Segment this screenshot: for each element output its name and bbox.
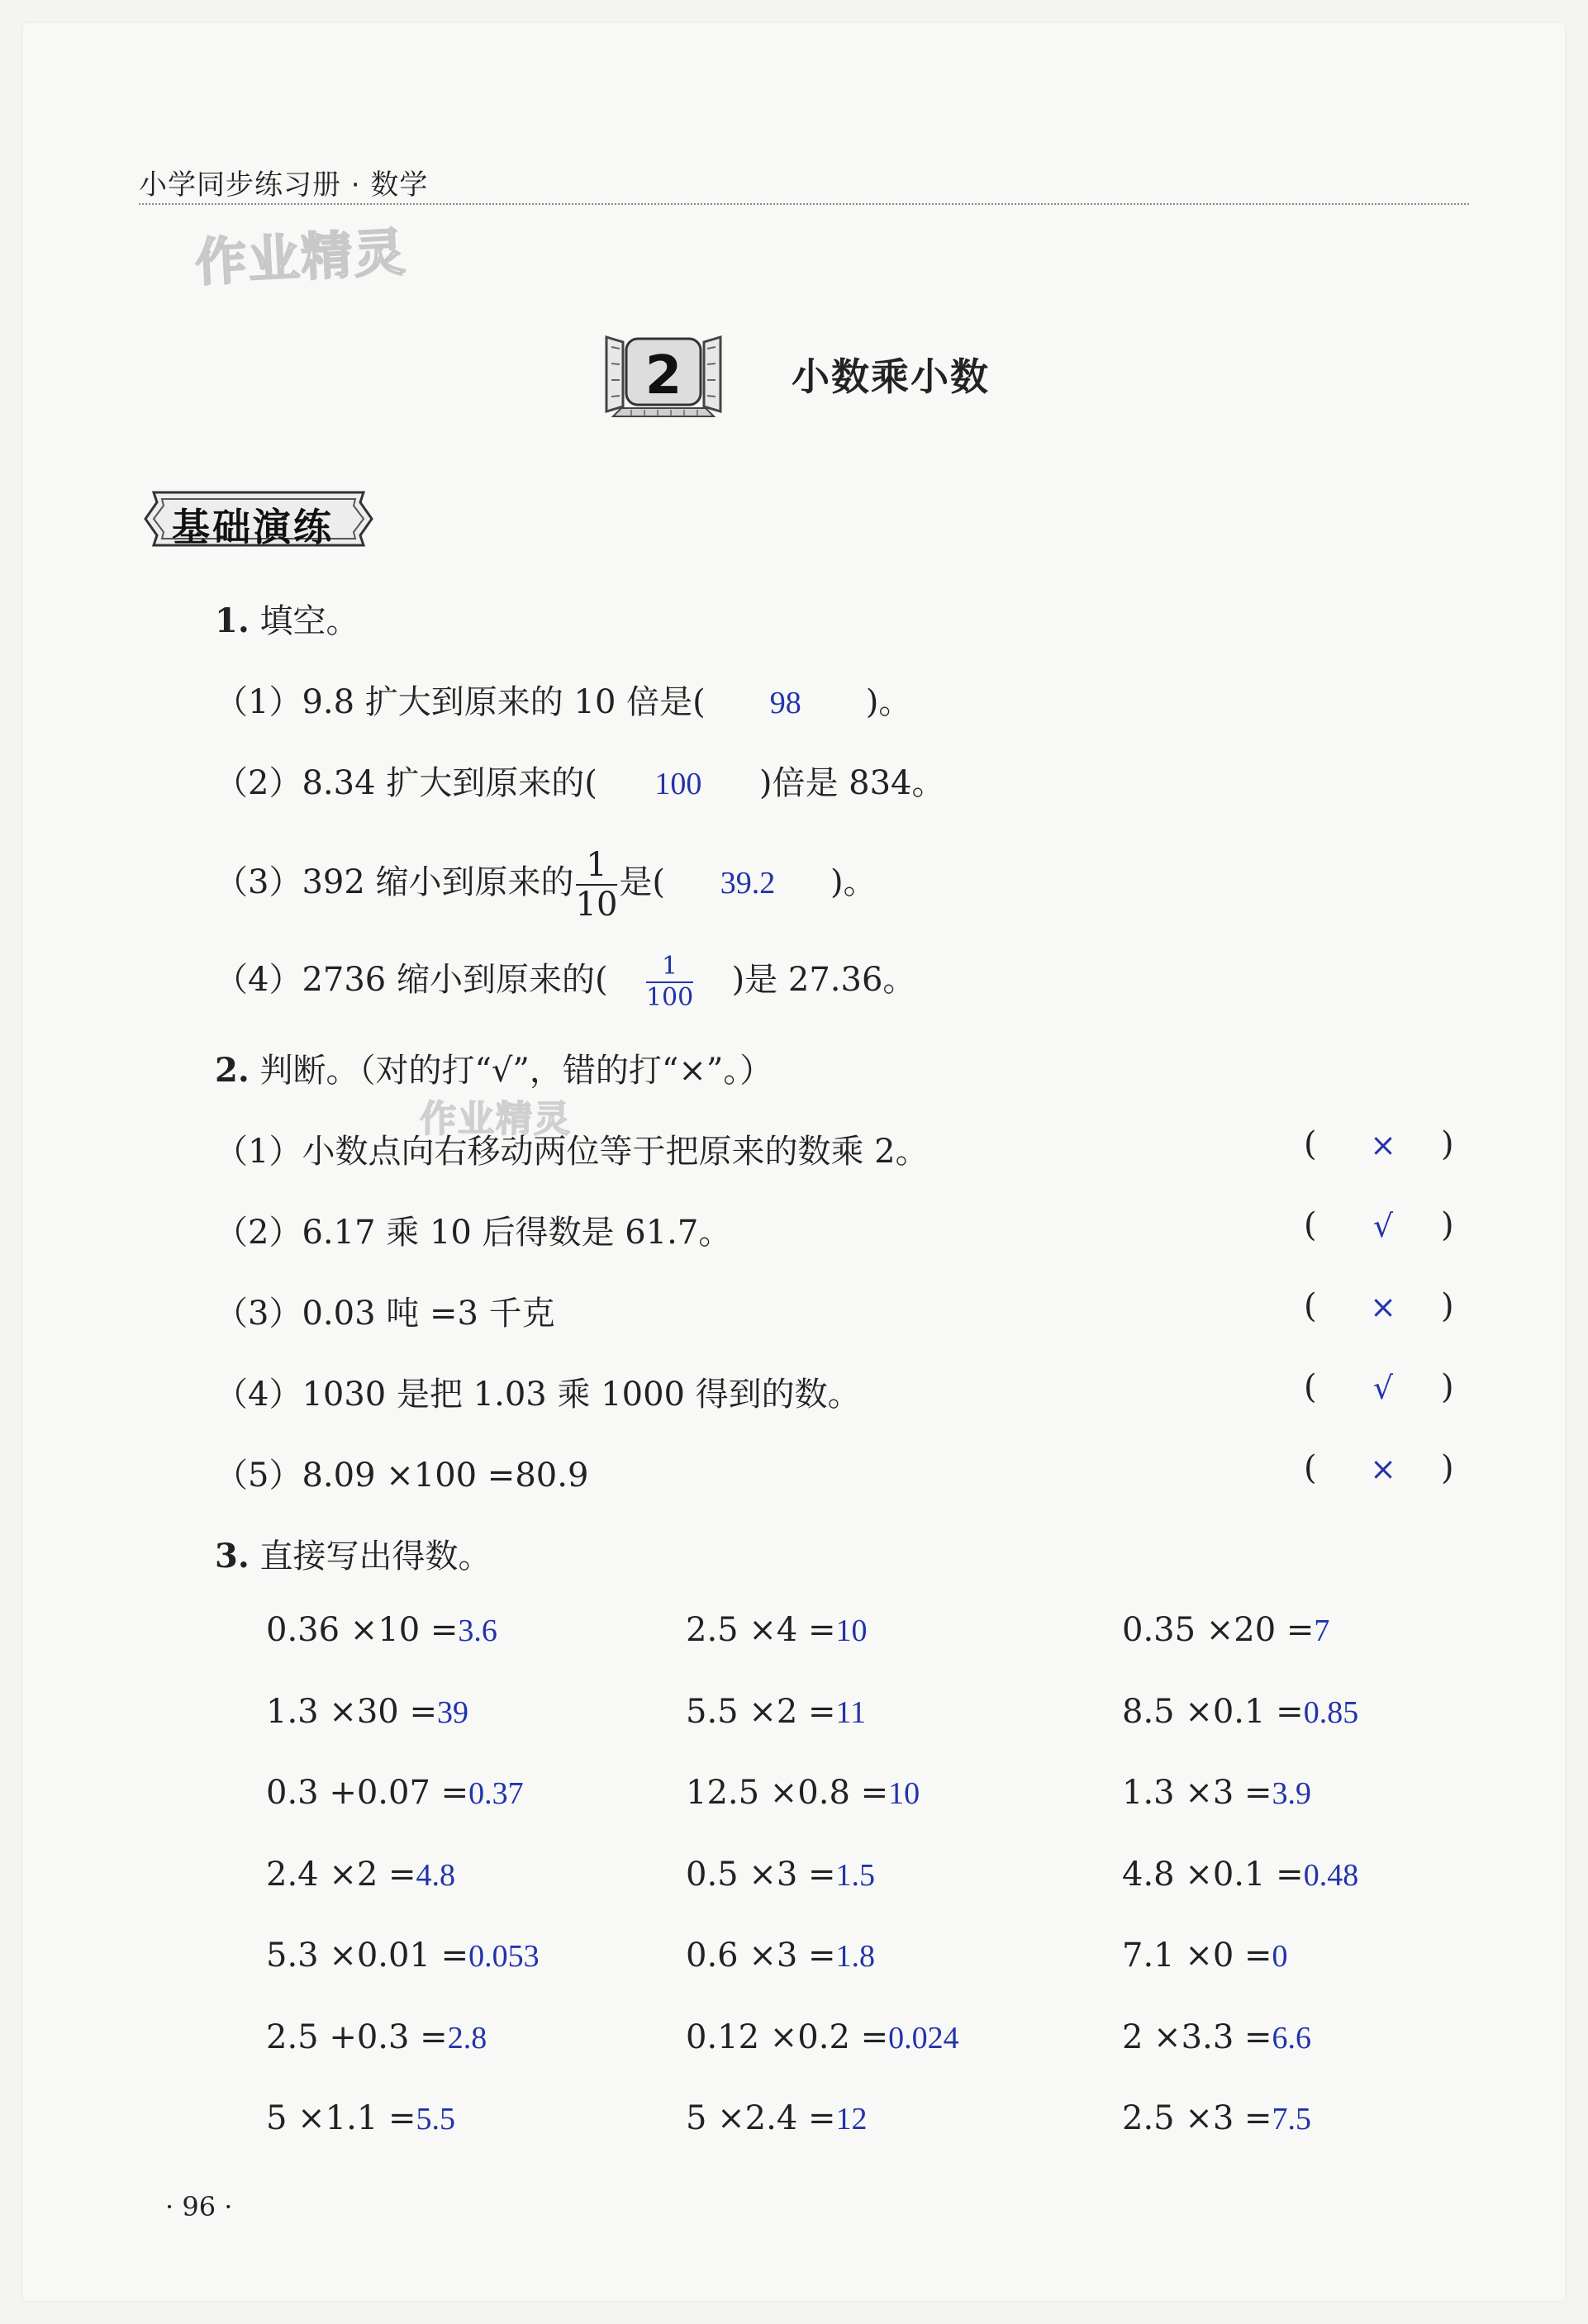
fill-item	[215, 676, 911, 723]
calc-item	[686, 1856, 875, 1894]
item-text: 392 缩小到原来的	[302, 863, 574, 901]
watermark-logo: 作业精灵	[420, 1098, 572, 1140]
item-index: （2）	[215, 764, 302, 802]
answer-value: 39.2	[720, 866, 776, 901]
calc-expression: 1.3 ×30 =	[266, 1692, 437, 1731]
calc-answer: 1.8	[835, 1939, 876, 1974]
calc-item	[686, 1611, 868, 1649]
question-1-heading	[215, 595, 359, 642]
calc-expression: 5.5 ×2 =	[686, 1692, 836, 1731]
calc-item	[686, 1774, 920, 1812]
calc-answer: 0.053	[468, 1939, 540, 1974]
calc-expression: 5 ×2.4 =	[686, 2099, 836, 2137]
calc-expression: 5.3 ×0.01 =	[266, 1937, 469, 1975]
calc-answer: 1.5	[835, 1857, 876, 1893]
fill-item	[215, 841, 877, 924]
question-number: 3.	[215, 1537, 250, 1575]
chapter-number: 2	[644, 345, 682, 406]
calc-expression: 0.5 ×3 =	[686, 1855, 836, 1894]
fill-item	[215, 757, 945, 804]
calc-item	[1122, 2099, 1311, 2137]
calc-expression: 12.5 ×0.8 =	[686, 1774, 889, 1812]
item-text: 1030 是把 1.03 乘 1000 得到的数。	[302, 1376, 861, 1414]
item-text: )。	[830, 863, 877, 901]
calc-expression: 0.35 ×20 =	[1122, 1611, 1315, 1649]
calc-item	[1122, 1693, 1358, 1731]
item-index: （2）	[215, 1214, 302, 1252]
fraction-denominator: 10	[575, 886, 618, 924]
judge-item	[215, 1206, 731, 1253]
chapter-title: 小数乘小数	[792, 354, 990, 399]
judge-item	[215, 1125, 929, 1172]
question-2-heading	[215, 1044, 773, 1091]
watermark-logo: 作业精灵	[193, 221, 409, 293]
fraction	[575, 846, 618, 924]
judge-item	[215, 1287, 555, 1334]
calc-expression: 2.4 ×2 =	[266, 1855, 416, 1894]
calc-answer: 0	[1272, 1939, 1288, 1974]
calc-item	[1122, 1937, 1288, 1975]
header-divider	[139, 203, 1469, 205]
answer-value: 98	[769, 686, 801, 720]
calc-expression: 2.5 +0.3 =	[266, 2017, 448, 2056]
item-index: （1）	[215, 1133, 302, 1171]
calc-expression: 0.12 ×0.2 =	[686, 2017, 889, 2056]
judge-answer: ×	[1370, 1127, 1396, 1163]
calc-answer: 6.6	[1272, 2020, 1312, 2055]
calc-expression: 2 ×3.3 =	[1122, 2017, 1272, 2056]
section-label: 基础演练	[172, 505, 334, 549]
item-text: 小数点向右移动两位等于把原来的数乘 2。	[302, 1133, 929, 1171]
calc-answer: 7.5	[1272, 2102, 1312, 2136]
calc-item	[1122, 1856, 1358, 1894]
question-title: 判断。（对的打“√”，错的打“×”。）	[259, 1052, 773, 1090]
calc-item	[1122, 1774, 1311, 1812]
item-index: （3）	[215, 1295, 302, 1333]
calc-expression: 4.8 ×0.1 =	[1122, 1855, 1304, 1894]
item-text: 2736 缩小到原来的(	[302, 961, 608, 999]
fraction-numerator: 1	[646, 954, 693, 983]
calc-expression: 2.5 ×4 =	[686, 1611, 836, 1649]
calc-answer: 0.024	[888, 2020, 959, 2055]
calc-item	[686, 2018, 959, 2056]
calc-answer: 10	[835, 1613, 868, 1648]
calc-item	[266, 1693, 468, 1731]
item-text: 是(	[619, 863, 666, 901]
question-number: 1.	[215, 601, 250, 640]
item-text: 8.09 ×100 =80.9	[302, 1457, 589, 1495]
page-number: · 96 ·	[165, 2191, 233, 2222]
calc-expression: 0.3 +0.07 =	[266, 1774, 469, 1812]
calc-expression: 8.5 ×0.1 =	[1122, 1692, 1304, 1731]
judge-item	[215, 1449, 588, 1496]
answer-value: 100	[654, 767, 702, 801]
calc-answer: 4.8	[416, 1857, 456, 1893]
calc-item	[266, 1611, 497, 1649]
calc-item	[266, 1937, 540, 1975]
calc-item	[266, 1774, 524, 1812]
question-title: 填空。	[259, 602, 359, 640]
calc-answer: 11	[835, 1694, 867, 1730]
calc-answer: 2.8	[447, 2020, 487, 2055]
calc-answer: 5.5	[416, 2102, 456, 2136]
calc-item	[686, 2099, 868, 2137]
item-text: 0.03 吨 =3 千克	[302, 1295, 555, 1333]
calc-item	[266, 2018, 487, 2056]
item-text: )。	[865, 683, 912, 721]
item-text: 8.34 扩大到原来的(	[302, 764, 597, 802]
item-text: 6.17 乘 10 后得数是 61.7。	[302, 1214, 732, 1252]
calc-answer: 0.85	[1303, 1694, 1359, 1730]
item-index: （5）	[215, 1457, 302, 1495]
calc-expression: 2.5 ×3 =	[1122, 2099, 1272, 2137]
calc-expression: 0.36 ×10 =	[266, 1611, 459, 1649]
calc-expression: 7.1 ×0 =	[1122, 1937, 1272, 1975]
calc-answer: 3.9	[1272, 1776, 1312, 1811]
question-number: 2.	[215, 1051, 250, 1090]
calc-answer: 10	[888, 1776, 920, 1811]
judge-answer: ×	[1370, 1451, 1396, 1487]
judge-answer: √	[1372, 1370, 1394, 1406]
calc-expression: 0.6 ×3 =	[686, 1937, 836, 1975]
calc-answer: 39	[436, 1694, 468, 1730]
item-text: )倍是 834。	[758, 764, 945, 802]
calc-answer: 7	[1314, 1613, 1330, 1648]
judge-answer: ×	[1370, 1289, 1396, 1325]
judge-item	[215, 1368, 861, 1415]
item-text: 9.8 扩大到原来的 10 倍是(	[302, 683, 706, 721]
fraction-numerator: 1	[576, 848, 618, 886]
item-index: （1）	[215, 683, 302, 721]
calc-item	[1122, 1611, 1329, 1649]
calc-answer: 12	[835, 2102, 868, 2136]
calc-answer: 3.6	[458, 1613, 497, 1648]
question-title: 直接写出得数。	[259, 1537, 492, 1575]
calc-answer: 0.48	[1303, 1857, 1359, 1893]
judge-answer: √	[1372, 1208, 1394, 1244]
chapter-number-badge	[598, 330, 729, 420]
calc-item	[686, 1693, 866, 1731]
calc-item	[686, 1937, 875, 1975]
calc-expression: 5 ×1.1 =	[266, 2099, 416, 2137]
item-index: （4）	[215, 1376, 302, 1414]
item-index: （4）	[215, 961, 302, 999]
fill-item	[215, 947, 915, 1013]
fraction-denominator: 100	[645, 983, 694, 1012]
calc-item	[266, 1856, 455, 1894]
question-3-heading	[215, 1530, 491, 1577]
calc-item	[1122, 2018, 1311, 2056]
answer-fraction	[646, 954, 693, 1010]
item-text: )是 27.36。	[731, 961, 916, 999]
calc-expression: 1.3 ×3 =	[1122, 1774, 1272, 1812]
calc-item	[266, 2099, 455, 2137]
running-header: 小学同步练习册 · 数学	[139, 169, 429, 202]
item-index: （3）	[215, 863, 302, 901]
calc-answer: 0.37	[468, 1776, 524, 1811]
